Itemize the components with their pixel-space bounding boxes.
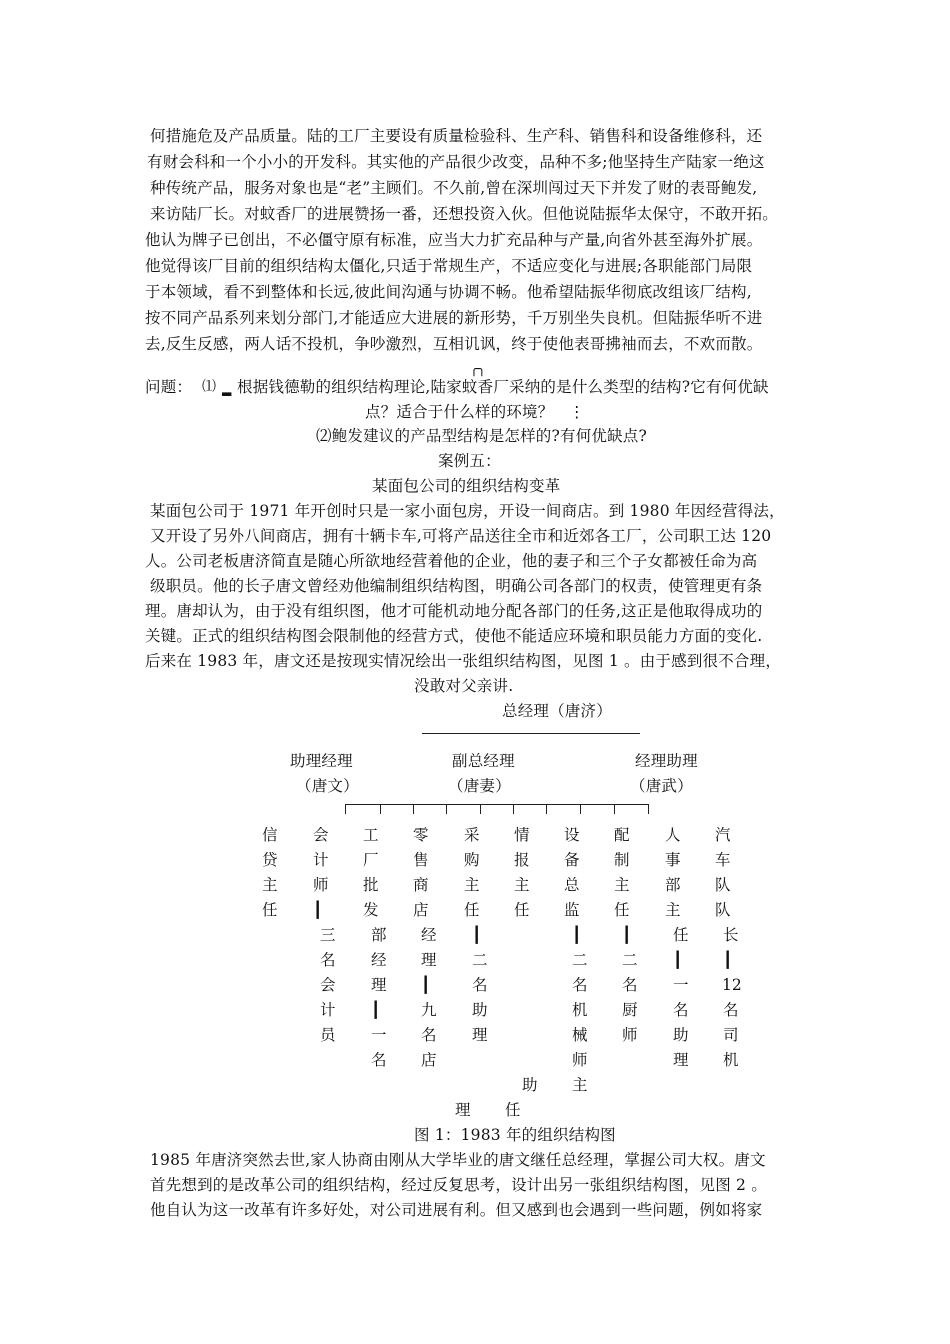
column-char: 理 (472, 1026, 488, 1044)
text-line: 1985 年唐济突然去世,家人协商由刚从大学毕业的唐文继任总经理，掌握公司大权。唐文 (150, 1151, 766, 1169)
text-line: 没敢对父亲讲. (414, 677, 514, 695)
branch-tick (446, 804, 447, 814)
column-char: 事 (665, 851, 681, 869)
text-line: 又开设了另外八间商店，拥有十辆卡车,可将产品送往全市和近郊各工厂，公司职工达 120 (150, 527, 772, 545)
text-line: 后来在 1983 年，唐文还是按现实情况绘出一张组织结构图，见图 1 。由于感到很不合理， (145, 652, 782, 670)
branch-tick (345, 804, 346, 814)
column-char: 配 (614, 826, 630, 844)
manager-name: （唐妻） (448, 777, 511, 795)
column-char: 员 (320, 1026, 336, 1044)
text-line: 何措施危及产品质量。陆的工厂主要设有质量检验科、生产科、销售科和设备维修科，还 (150, 127, 763, 145)
column-char: 二 (472, 951, 488, 969)
branch-tick (480, 804, 481, 814)
column-char: 车 (715, 851, 731, 869)
branch-tick (413, 804, 414, 814)
column-char: 厂 (363, 851, 379, 869)
column-char: 店 (421, 1051, 437, 1069)
column-char: 任 (614, 901, 630, 919)
manager-name: （唐文） (296, 777, 359, 795)
column-char: 主 (665, 901, 681, 919)
column-char: 制 (614, 851, 630, 869)
column-char: 九 (421, 1001, 437, 1019)
case-title: 某面包公司的组织结构变革 (372, 477, 561, 495)
column-char: 名 (572, 976, 588, 994)
text-line: 他认为牌子已创出，不必僵守原有标准，应当大力扩充品种与产量,向省外甚至海外扩展。 (145, 231, 763, 249)
column-char: 部 (371, 926, 387, 944)
column-char: 名 (472, 976, 488, 994)
branch-tick (546, 804, 547, 814)
column-char: 经 (421, 926, 437, 944)
column-char: 任 (262, 901, 278, 919)
column-char: 主 (572, 1076, 588, 1094)
column-char: 一 (371, 1026, 387, 1044)
column-char: ┃ (572, 926, 582, 944)
column-char: 司 (723, 1026, 739, 1044)
branch-tick (614, 804, 615, 814)
column-char: 计 (313, 851, 329, 869)
text-line: 人。公司老板唐济简直是随心所欲地经营着他的企业，他的妻子和三个子女都被任命为高 (145, 552, 758, 570)
column-char: 名 (320, 951, 336, 969)
column-char: 师 (622, 1026, 638, 1044)
text-line: 去,反生反感，两人话不投机，争吵激烈，互相讥讽，终于使他表哥拂袖而去，不欢而散。 (145, 335, 763, 353)
column-char: 师 (572, 1051, 588, 1069)
org-branch-line (345, 804, 648, 805)
column-char: 部 (665, 876, 681, 894)
column-char: 机 (723, 1051, 739, 1069)
column-char: 会 (313, 826, 329, 844)
column-char: 报 (514, 851, 530, 869)
column-char: 二 (572, 951, 588, 969)
column-char: 店 (413, 901, 429, 919)
column-char: ┃ (313, 901, 323, 919)
column-char: 零 (413, 826, 429, 844)
text-line: 首先想到的是改革公司的组织结构，经过反复思考，设计出另一张组织结构图，见图 2 。 (150, 1176, 767, 1194)
column-char: 商 (413, 876, 429, 894)
column-char: 名 (421, 1026, 437, 1044)
case-label: 案例五： (438, 452, 501, 470)
manager-title: 副总经理 (452, 752, 515, 770)
figure-caption: 图 1：1983 年的组织结构图 (414, 1126, 616, 1144)
column-char: 设 (564, 826, 580, 844)
question-1: 根据钱德勒的组织结构理论,陆家蚊香厂采纳的是什么类型的结构?它有何优缺 (237, 378, 769, 396)
column-char: 助 (472, 1001, 488, 1019)
text-line: 关键。正式的组织结构图会限制他的经营方式，使他不能适应环境和职员能力方面的变化. (145, 627, 763, 645)
questions-label: 问题： (145, 378, 193, 396)
column-char: 理 (421, 951, 437, 969)
column-char: 计 (320, 1001, 336, 1019)
dotted-mark: ⋮ (569, 403, 585, 421)
branch-tick (580, 804, 581, 814)
org-top: 总经理（唐济） (502, 702, 612, 720)
column-char: 三 (320, 926, 336, 944)
manager-name: （唐武） (630, 777, 693, 795)
column-char: 机 (572, 1001, 588, 1019)
column-char: 械 (572, 1026, 588, 1044)
branch-tick (513, 804, 514, 814)
column-char: 监 (564, 901, 580, 919)
column-char: 名 (622, 976, 638, 994)
column-char: 经 (371, 951, 387, 969)
column-char: 会 (320, 976, 336, 994)
column-char: 厨 (622, 1001, 638, 1019)
column-char: 主 (464, 876, 480, 894)
text-line: 按不同产品系列来划分部门,才能适应大进展的新形势，千万别坐失良机。但陆振华听不进 (145, 309, 763, 327)
column-char: 售 (413, 851, 429, 869)
text-line: 某面包公司于 1971 年开创时只是一家小面包房，开设一间商店。到 1980 年因经营得法， (150, 502, 785, 520)
manager-title: 助理经理 (290, 752, 353, 770)
text-line: 他自认为这一改革有许多好处，对公司进展有利。但又感到也会遇到一些问题，例如将家 (150, 1201, 763, 1219)
column-char: 工 (363, 826, 379, 844)
text-line: 于本领域，看不到整体和长远,彼此间沟通与协调不畅。他希望陆振华彻底改组该厂结构, (145, 283, 752, 301)
column-char: ┃ (472, 926, 482, 944)
question-1-continued: 点？适合于什么样的环境？ (365, 403, 554, 421)
column-char: 师 (313, 876, 329, 894)
branch-tick (380, 804, 381, 814)
column-char: 二 (622, 951, 638, 969)
column-char: 发 (363, 901, 379, 919)
column-char: 12 (722, 976, 742, 994)
text-line: 他觉得该厂目前的组织结构太僵化,只适于常规生产，不适应变化与进展;各职能部门局限 (145, 257, 753, 275)
text-line: 有财会科和一个小小的开发科。其实他的产品很少改变，品种不多;他坚持生产陆家一绝这 (147, 153, 765, 171)
column-char: 长 (723, 926, 739, 944)
column-char: 理 (673, 1051, 689, 1069)
column-char: 任 (464, 901, 480, 919)
column-char: 汽 (715, 826, 731, 844)
column-char: ┃ (622, 926, 632, 944)
column-char: 任 (514, 901, 530, 919)
column-char: 一 (673, 976, 689, 994)
column-char: ┃ (371, 1001, 381, 1019)
column-char: 主 (262, 876, 278, 894)
branch-tick (648, 804, 649, 814)
column-char: ┃ (673, 951, 683, 969)
question-1-number: ⑴ (202, 379, 217, 395)
column-char: ┃ (421, 976, 431, 994)
column-char: 名 (371, 1051, 387, 1069)
column-char: 批 (363, 876, 379, 894)
column-char: 人 (665, 826, 681, 844)
column-char: 主 (614, 876, 630, 894)
column-char: 采 (464, 826, 480, 844)
column-char: 名 (673, 1001, 689, 1019)
column-char: 理 (455, 1101, 471, 1119)
column-char: 助 (522, 1076, 538, 1094)
column-char: 任 (673, 926, 689, 944)
column-char: 任 (505, 1101, 521, 1119)
column-char: ┃ (723, 951, 733, 969)
column-char: 助 (673, 1026, 689, 1044)
column-char: 队 (715, 876, 731, 894)
column-char: 备 (564, 851, 580, 869)
column-char: 购 (464, 851, 480, 869)
column-char: 队 (715, 901, 731, 919)
column-char: 理 (371, 976, 387, 994)
cursor-mark: ▂ (222, 382, 232, 396)
question-2: ⑵鲍发建议的产品型结构是怎样的?有何优缺点? (316, 427, 648, 445)
text-line: 来访陆厂长。对蚊香厂的进展赞扬一番，还想投资入伙。但他说陆振华太保守，不敢开拓。 (150, 205, 779, 223)
manager-title: 经理助理 (635, 752, 698, 770)
column-char: 主 (514, 876, 530, 894)
column-char: 贷 (262, 851, 278, 869)
column-char: 信 (262, 826, 278, 844)
text-line: 种传统产品，服务对象也是“老”主顾们。不久前,曾在深圳闯过天下并发了财的表哥鲍发, (150, 179, 758, 197)
text-line: 级职员。他的长子唐文曾经劝他编制组织结构图，明确公司各部门的权责，使管理更有条 (150, 577, 763, 595)
column-char: 总 (564, 876, 580, 894)
text-line: 理。唐却认为，由于没有组织图，他才可能机动地分配各部门的任务,这正是他取得成功的 (145, 602, 763, 620)
column-char: 名 (723, 1001, 739, 1019)
column-char: 情 (514, 826, 530, 844)
bracket-mark: ╭╮ (470, 362, 486, 377)
org-top-line (422, 733, 640, 734)
